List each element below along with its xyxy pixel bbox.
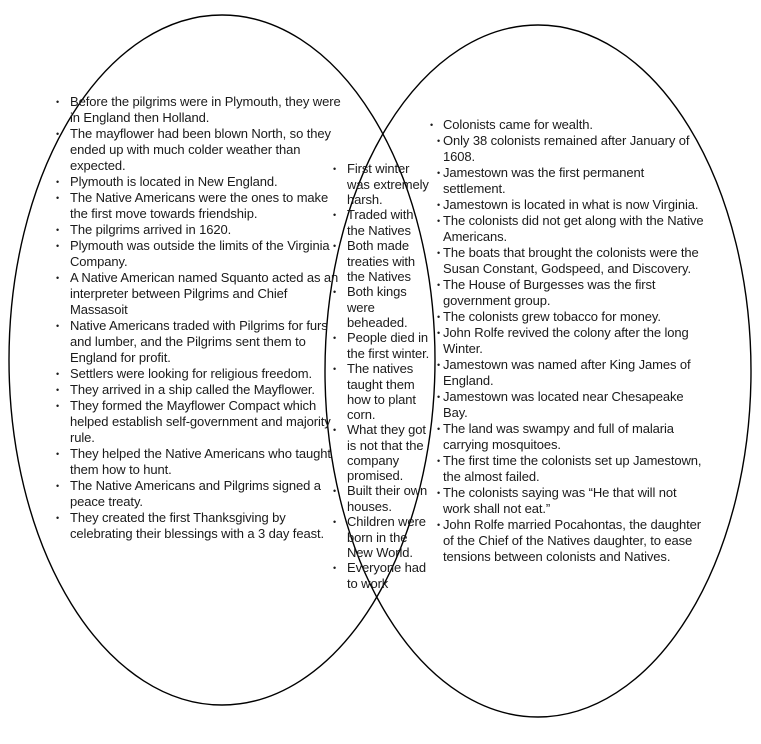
venn-fact-text: The colonists did not get along with the Native Americans.: [443, 213, 704, 244]
right-circle-fact-list: [430, 117, 706, 565]
bullet-icon: •: [56, 369, 60, 379]
bullet-icon: •: [56, 385, 60, 395]
bullet-icon: •: [437, 312, 441, 322]
bullet-icon: •: [56, 129, 60, 139]
bullet-icon: •: [333, 241, 337, 251]
venn-fact-text: The natives taught them how to plant corn.: [347, 361, 416, 422]
venn-fact-text: Plymouth is located in New England.: [70, 174, 278, 189]
bullet-icon: •: [56, 321, 60, 331]
bullet-icon: •: [333, 210, 337, 220]
venn-fact-item: [333, 330, 431, 361]
venn-fact-text: The boats that brought the colonists were the Susan Constant, Godspeed, and Discovery.: [443, 245, 699, 276]
venn-fact-text: Only 38 colonists remained after January of 1608.: [443, 133, 690, 164]
bullet-icon: •: [56, 225, 60, 235]
venn-fact-text: The mayflower had been blown North, so they ended up with much colder weather than expected.: [70, 126, 331, 173]
bullet-icon: •: [56, 177, 60, 187]
bullet-icon: •: [333, 287, 337, 297]
venn-fact-text: The Native Americans and Pilgrims signed a peace treaty.: [70, 478, 321, 509]
bullet-icon: •: [56, 481, 60, 491]
bullet-icon: •: [56, 241, 60, 251]
venn-fact-item: [56, 318, 348, 366]
bullet-icon: •: [56, 273, 60, 283]
venn-fact-item: [333, 422, 431, 483]
venn-fact-text: What they got is not that the company promised.: [347, 422, 426, 483]
venn-fact-text: The first time the colonists set up Jamestown, the almost failed.: [443, 453, 702, 484]
venn-fact-text: Settlers were looking for religious freedom.: [70, 366, 312, 381]
bullet-icon: •: [333, 333, 337, 343]
bullet-icon: •: [437, 216, 441, 226]
venn-fact-item: [333, 560, 431, 591]
venn-fact-item: [437, 309, 706, 325]
bullet-icon: •: [333, 364, 337, 374]
venn-fact-item: [333, 514, 431, 560]
venn-fact-item: [56, 126, 348, 174]
bullet-icon: •: [333, 563, 337, 573]
bullet-icon: •: [437, 520, 441, 530]
venn-fact-item: [437, 213, 706, 245]
venn-fact-text: Jamestown was the first permanent settlement.: [443, 165, 645, 196]
venn-fact-item: [56, 366, 348, 382]
bullet-icon: •: [333, 164, 337, 174]
venn-fact-item: [333, 361, 431, 422]
venn-fact-item: [437, 277, 706, 309]
venn-fact-text: Children were born in the New World.: [347, 514, 426, 560]
venn-fact-text: Both kings were beheaded.: [347, 284, 408, 330]
bullet-icon: •: [437, 424, 441, 434]
bullet-icon: •: [437, 456, 441, 466]
venn-fact-item: [333, 207, 431, 238]
venn-fact-text: Native Americans traded with Pilgrims for furs and lumber, and the Pilgrims sent them to England for profit.: [70, 318, 328, 365]
venn-fact-text: The Native Americans were the ones to make the first move towards friendship.: [70, 190, 329, 221]
venn-fact-item: [437, 517, 706, 565]
bullet-icon: •: [437, 280, 441, 290]
venn-fact-item: [333, 284, 431, 330]
venn-fact-text: They created the first Thanksgiving by celebrating their blessings with a 3 day feast.: [70, 510, 324, 541]
bullet-icon: •: [56, 97, 60, 107]
venn-fact-item: [333, 483, 431, 514]
venn-fact-item: [437, 325, 706, 357]
venn-fact-text: They formed the Mayflower Compact which helped establish self-government and majority rule.: [70, 398, 331, 445]
venn-fact-text: Both made treaties with the Natives: [347, 238, 416, 284]
bullet-icon: •: [437, 136, 441, 146]
venn-fact-item: [56, 446, 348, 478]
bullet-icon: •: [56, 401, 60, 411]
bullet-icon: •: [437, 328, 441, 338]
venn-fact-item: [56, 510, 348, 542]
venn-fact-item: [437, 245, 706, 277]
venn-fact-text: Jamestown is located in what is now Virginia.: [443, 197, 699, 212]
venn-fact-item: [437, 485, 706, 517]
venn-fact-item: [56, 94, 348, 126]
venn-fact-text: First winter was extremely harsh.: [347, 161, 429, 207]
bullet-icon: •: [333, 486, 337, 496]
venn-fact-item: [437, 165, 706, 197]
venn-fact-item: [437, 421, 706, 453]
bullet-icon: •: [437, 488, 441, 498]
venn-fact-item: [437, 357, 706, 389]
bullet-icon: •: [437, 392, 441, 402]
bullet-icon: •: [437, 168, 441, 178]
venn-fact-text: The land was swampy and full of malaria carrying mosquitoes.: [443, 421, 674, 452]
venn-fact-text: A Native American named Squanto acted as an interpreter between Pilgrims and Chief Massasoit: [70, 270, 339, 317]
venn-fact-text: The colonists grew tobacco for money.: [443, 309, 661, 324]
venn-fact-item: [437, 453, 706, 485]
venn-fact-text: People died in the first winter.: [347, 330, 430, 361]
venn-fact-text: The pilgrims arrived in 1620.: [70, 222, 232, 237]
venn-fact-item: [333, 161, 431, 207]
venn-fact-text: John Rolfe revived the colony after the long Winter.: [443, 325, 689, 356]
venn-fact-item: [437, 389, 706, 421]
venn-fact-item: [56, 270, 348, 318]
venn-fact-item: [437, 133, 706, 165]
bullet-icon: •: [437, 248, 441, 258]
venn-fact-item: [56, 478, 348, 510]
venn-fact-item: [430, 117, 706, 133]
venn-fact-text: Colonists came for wealth.: [443, 117, 593, 132]
venn-fact-text: They arrived in a ship called the Mayflower.: [70, 382, 315, 397]
bullet-icon: •: [333, 517, 337, 527]
bullet-icon: •: [56, 449, 60, 459]
bullet-icon: •: [333, 425, 337, 435]
venn-fact-text: Everyone had to work: [347, 560, 427, 591]
venn-fact-item: [333, 238, 431, 284]
venn-fact-item: [56, 398, 348, 446]
venn-fact-text: The House of Burgesses was the first government group.: [443, 277, 656, 308]
venn-fact-item: [56, 174, 348, 190]
venn-fact-item: [437, 197, 706, 213]
left-circle-fact-list: [56, 94, 348, 542]
venn-fact-text: They helped the Native Americans who taught them how to hunt.: [70, 446, 331, 477]
venn-fact-text: Built their own houses.: [347, 483, 428, 514]
venn-fact-text: Traded with the Natives: [347, 207, 414, 238]
venn-fact-item: [56, 222, 348, 238]
venn-fact-item: [56, 190, 348, 222]
venn-fact-text: Jamestown was located near Chesapeake Bay.: [443, 389, 684, 420]
bullet-icon: •: [56, 513, 60, 523]
venn-fact-text: Jamestown was named after King James of England.: [443, 357, 691, 388]
venn-fact-item: [56, 238, 348, 270]
bullet-icon: •: [56, 193, 60, 203]
overlap-fact-list: [333, 161, 431, 591]
bullet-icon: •: [437, 200, 441, 210]
venn-fact-text: Before the pilgrims were in Plymouth, they were in England then Holland.: [70, 94, 341, 125]
bullet-icon: •: [437, 360, 441, 370]
venn-fact-text: Plymouth was outside the limits of the Virginia Company.: [70, 238, 330, 269]
venn-fact-text: John Rolfe married Pocahontas, the daughter of the Chief of the Natives daughter, to ease tensions between colonists and Natives.: [443, 517, 702, 564]
bullet-icon: •: [430, 120, 434, 130]
venn-fact-text: The colonists saying was “He that will not work shall not eat.”: [443, 485, 677, 516]
venn-fact-item: [56, 382, 348, 398]
